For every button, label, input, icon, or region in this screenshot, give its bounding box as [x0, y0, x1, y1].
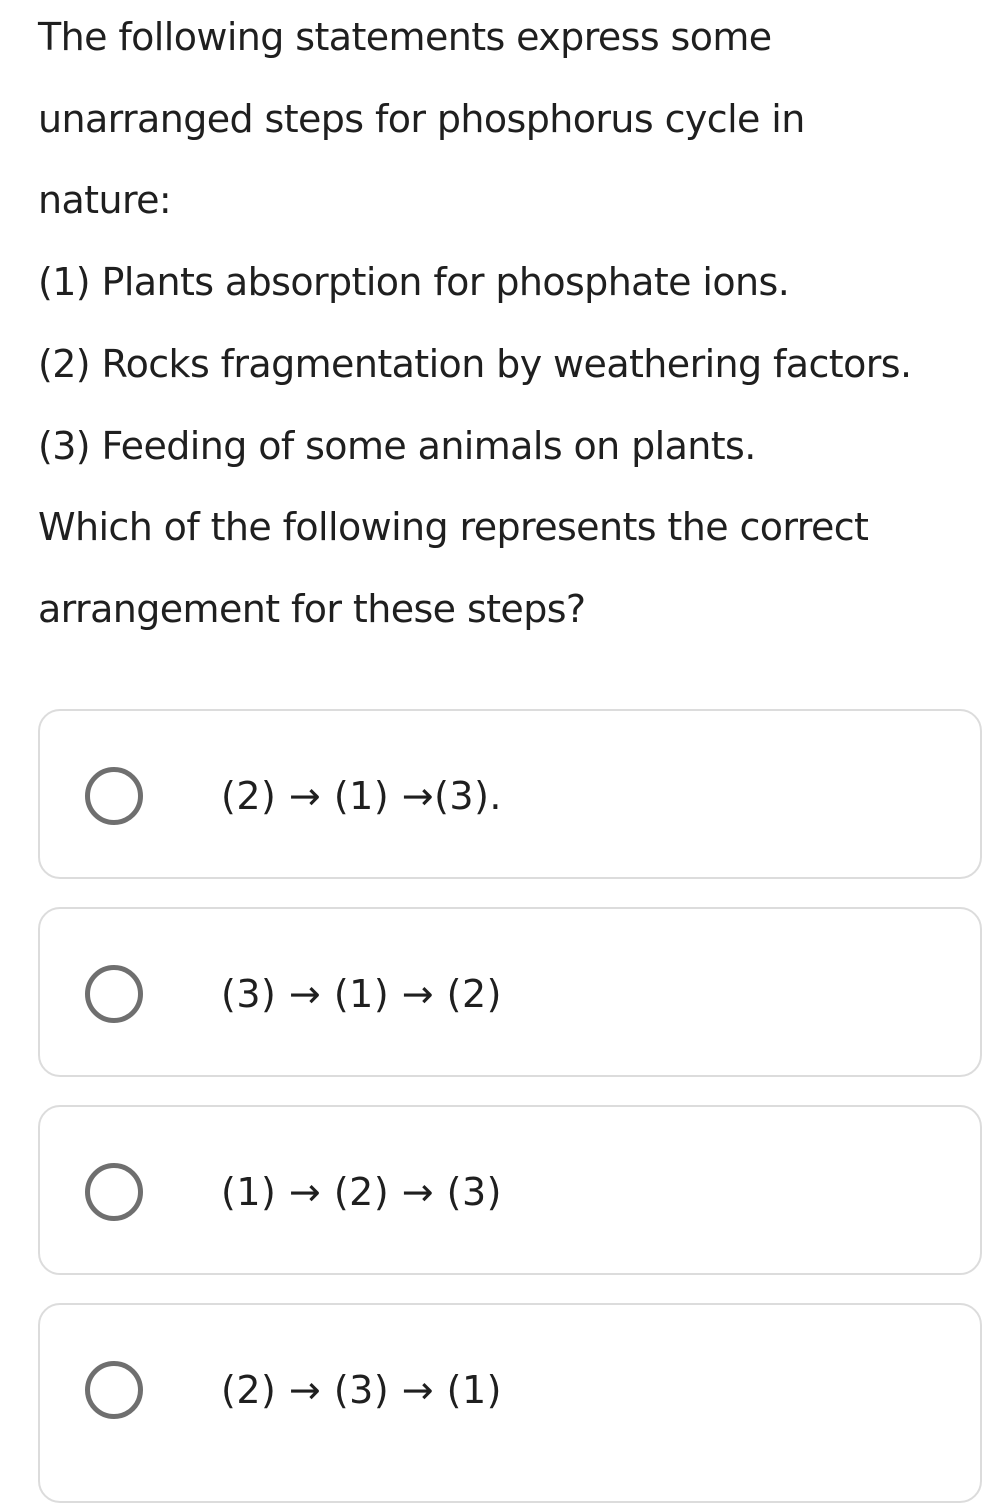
answer-option-label: (3) → (1) → (2): [221, 972, 502, 1016]
statement-3: (3) Feeding of some animals on plants.: [38, 423, 756, 468]
statement-2: (2) Rocks fragmentation by weathering factors.: [38, 341, 912, 386]
answer-option-2[interactable]: [38, 907, 982, 1077]
radio-unchecked-icon[interactable]: [85, 1163, 143, 1221]
radio-unchecked-icon[interactable]: [85, 767, 143, 825]
question-text: [38, 0, 983, 651]
radio-unchecked-icon[interactable]: [85, 965, 143, 1023]
question-line: arrangement for these steps?: [38, 586, 586, 631]
answer-option-label: (1) → (2) → (3): [221, 1170, 502, 1214]
answer-option-label: (2) → (1) →(3).: [221, 774, 502, 818]
answer-option-3[interactable]: [38, 1105, 982, 1275]
answer-option-label: (2) → (3) → (1): [221, 1368, 502, 1412]
question-line: Which of the following represents the correct: [38, 505, 869, 550]
answer-option-4[interactable]: [38, 1303, 982, 1503]
question-line: unarranged steps for phosphorus cycle in: [38, 96, 805, 141]
question-line: nature:: [38, 178, 172, 223]
answer-option-1[interactable]: [38, 709, 982, 879]
radio-unchecked-icon[interactable]: [85, 1361, 143, 1419]
statement-1: (1) Plants absorption for phosphate ions.: [38, 260, 790, 305]
question-line: The following statements express some: [38, 15, 772, 59]
